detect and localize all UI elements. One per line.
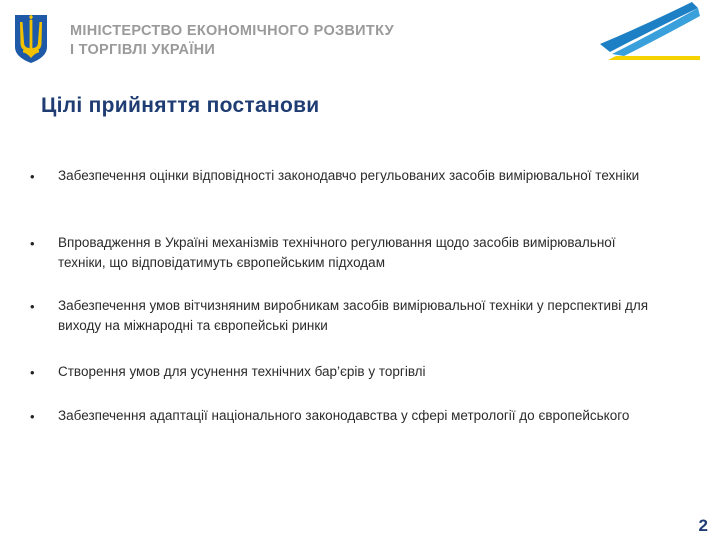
bullet-icon: • <box>30 169 35 184</box>
ministry-name <box>70 22 394 60</box>
goal-text: Забезпечення умов вітчизняним виробникам засобів вимірювальної техніки у перспективі для виходу на міжнародні та європейські ринки <box>58 298 649 333</box>
goal-text: Забезпечення адаптації національного законодавства у сфері метрології до європейського <box>58 408 630 423</box>
bullet-icon: • <box>30 299 35 314</box>
ukraine-trident-emblem-icon <box>13 13 49 65</box>
goal-text: Забезпечення оцінки відповідності законодавчо регульованих засобів вимірювальної техніки <box>58 168 640 183</box>
ribbon-logo-icon <box>588 2 700 62</box>
ministry-name-line-2: І ТОРГІВЛІ УКРАЇНИ <box>70 42 216 58</box>
slide-title: Цілі прийняття постанови <box>41 94 320 117</box>
bullet-icon: • <box>30 236 35 251</box>
page-number: 2 <box>698 516 708 535</box>
goal-text: Впровадження в Україні механізмів технічного регулювання щодо засобів вимірювальної техніки, що відповідатимуть європейським підходам <box>58 235 616 270</box>
ministry-name-line-1: МІНІСТЕРСТВО ЕКОНОМІЧНОГО РОЗВИТКУ <box>70 23 394 39</box>
goal-text: Створення умов для усунення технічних бар’єрів у торгівлі <box>58 364 426 379</box>
bullet-icon: • <box>30 409 35 424</box>
bullet-icon: • <box>30 365 35 380</box>
